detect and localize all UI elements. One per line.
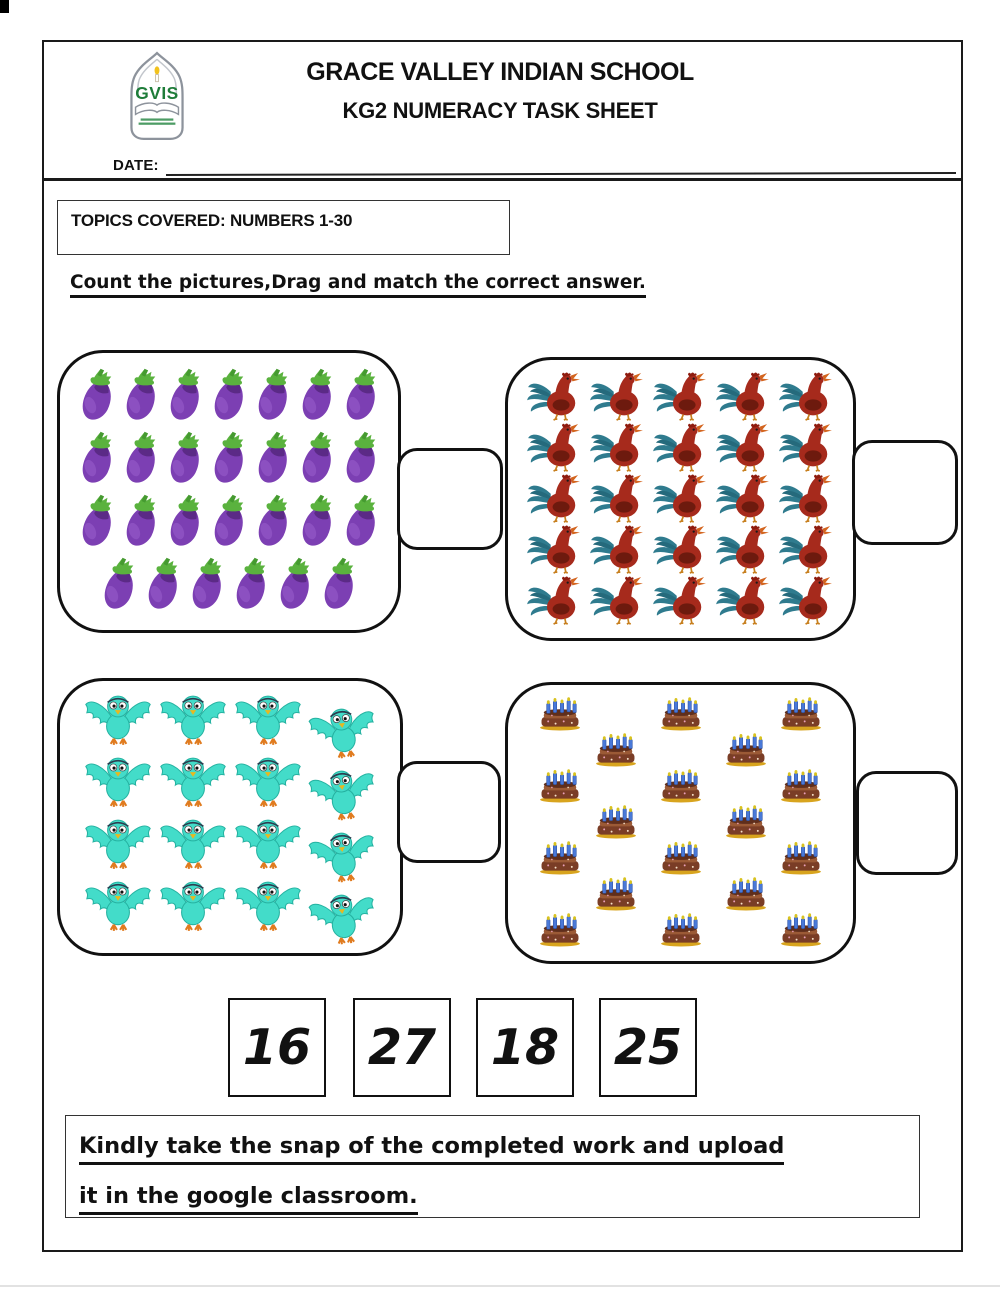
- cake-icon: [588, 733, 644, 767]
- answer-slot-birds[interactable]: [397, 761, 501, 863]
- cake-icon: [718, 877, 774, 911]
- bird-icon: [158, 755, 228, 809]
- eggplant-icon: [253, 366, 293, 427]
- cake-icon: [773, 697, 829, 731]
- rooster-row: [522, 576, 839, 627]
- eggplant-icon: [209, 492, 249, 553]
- rooster-icon: [589, 372, 646, 421]
- rooster-icon: [715, 423, 772, 472]
- bird-icon: [233, 693, 303, 747]
- cake-icon: [773, 769, 829, 803]
- rooster-icon: [778, 525, 835, 574]
- number-card-18[interactable]: [476, 998, 574, 1097]
- eggplant-row: [74, 366, 384, 429]
- eggplant-icon: [209, 429, 249, 490]
- card-number: 27: [367, 1019, 437, 1076]
- instruction-text: Count the pictures,Drag and match the correct answer.: [70, 272, 646, 293]
- rooster-icon: [652, 576, 709, 625]
- eggplant-icon: [253, 492, 293, 553]
- bird-icon: [233, 879, 303, 933]
- cake-row: [522, 841, 839, 877]
- bird-icon: [233, 755, 303, 809]
- topics-box: [57, 200, 510, 255]
- cake-row: [522, 877, 839, 913]
- answer-slot-eggplants[interactable]: [397, 448, 503, 550]
- bird-icon: [158, 693, 228, 747]
- bird-icon: [158, 817, 228, 871]
- eggplant-icon: [341, 492, 381, 553]
- picture-box-roosters: [505, 357, 856, 641]
- rooster-icon: [778, 474, 835, 523]
- logo-motto-line: [139, 123, 176, 125]
- card-number: 18: [490, 1019, 560, 1076]
- rooster-icon: [652, 525, 709, 574]
- rooster-icon: [715, 474, 772, 523]
- rooster-icon: [652, 474, 709, 523]
- rooster-icon: [778, 423, 835, 472]
- rooster-icon: [715, 576, 772, 625]
- eggplant-icon: [121, 492, 161, 553]
- eggplant-icon: [143, 555, 183, 616]
- bird-icon: [158, 879, 228, 933]
- bird-row: [74, 693, 386, 755]
- number-card-27[interactable]: [353, 998, 451, 1097]
- eggplant-icon: [209, 366, 249, 427]
- cake-row: [522, 913, 839, 949]
- cake-icon: [588, 805, 644, 839]
- logo-motto-line: [141, 118, 174, 120]
- topics-label: TOPICS COVERED: NUMBERS 1-30: [71, 211, 353, 230]
- bird-row: [74, 817, 386, 879]
- cake-icon: [653, 841, 709, 875]
- bird-icon: [83, 693, 153, 747]
- eggplant-icon: [253, 429, 293, 490]
- eggplant-icon: [341, 366, 381, 427]
- bird-icon: [83, 755, 153, 809]
- cake-icon: [653, 697, 709, 731]
- cake-icon: [588, 877, 644, 911]
- eggplant-icon: [99, 555, 139, 616]
- eggplant-icon: [297, 492, 337, 553]
- school-logo: [116, 50, 198, 144]
- rooster-icon: [526, 525, 583, 574]
- scan-artifact: [0, 0, 9, 13]
- cake-row: [522, 769, 839, 805]
- header-separator: [42, 178, 963, 181]
- card-number: 16: [242, 1019, 312, 1076]
- footer-line-1: Kindly take the snap of the completed work and upload: [79, 1126, 919, 1166]
- rooster-row: [522, 372, 839, 423]
- eggplant-grid: [74, 361, 384, 622]
- bird-icon: [233, 817, 303, 871]
- bird-row: [74, 755, 386, 817]
- eggplant-icon: [341, 429, 381, 490]
- rooster-row: [522, 423, 839, 474]
- rooster-icon: [589, 576, 646, 625]
- cake-icon: [532, 913, 588, 947]
- eggplant-icon: [165, 429, 205, 490]
- rooster-icon: [715, 525, 772, 574]
- bird-icon: [304, 826, 380, 888]
- logo-candle-flame-icon: [155, 66, 160, 74]
- eggplant-icon: [297, 366, 337, 427]
- cake-icon: [718, 805, 774, 839]
- rooster-icon: [526, 372, 583, 421]
- cake-icon: [532, 841, 588, 875]
- cake-icon: [653, 769, 709, 803]
- cake-icon: [653, 913, 709, 947]
- eggplant-icon: [77, 366, 117, 427]
- bird-icon: [83, 817, 153, 871]
- cake-icon: [773, 841, 829, 875]
- card-number: 25: [613, 1019, 683, 1076]
- rooster-icon: [526, 423, 583, 472]
- number-card-25[interactable]: [599, 998, 697, 1097]
- eggplant-icon: [319, 555, 359, 616]
- rooster-icon: [652, 372, 709, 421]
- eggplant-icon: [231, 555, 271, 616]
- eggplant-row: [74, 429, 384, 492]
- rooster-icon: [526, 474, 583, 523]
- bird-icon: [83, 879, 153, 933]
- bird-row: [74, 879, 386, 941]
- logo-candle-icon: [156, 75, 159, 82]
- eggplant-icon: [121, 366, 161, 427]
- rooster-icon: [589, 474, 646, 523]
- scan-artifact: [0, 1285, 1000, 1287]
- eggplant-icon: [121, 429, 161, 490]
- bird-icon: [304, 702, 380, 764]
- cake-icon: [773, 913, 829, 947]
- eggplant-icon: [77, 492, 117, 553]
- logo-text: GVIS: [135, 83, 179, 104]
- rooster-icon: [589, 525, 646, 574]
- eggplant-icon: [297, 429, 337, 490]
- cake-icon: [718, 733, 774, 767]
- school-name: GRACE VALLEY INDIAN SCHOOL: [306, 58, 694, 86]
- rooster-icon: [589, 423, 646, 472]
- rooster-row: [522, 474, 839, 525]
- rooster-grid: [522, 368, 839, 630]
- answer-slot-roosters[interactable]: [852, 440, 958, 545]
- eggplant-icon: [77, 429, 117, 490]
- rooster-icon: [652, 423, 709, 472]
- rooster-icon: [715, 372, 772, 421]
- eggplant-icon: [187, 555, 227, 616]
- cake-row: [522, 805, 839, 841]
- cake-icon: [532, 697, 588, 731]
- picture-box-birds: [57, 678, 403, 956]
- rooster-icon: [526, 576, 583, 625]
- bird-icon: [304, 764, 380, 826]
- picture-box-eggplants: [57, 350, 401, 633]
- eggplant-row: [74, 555, 384, 618]
- eggplant-row: [74, 492, 384, 555]
- sheet-title: KG2 NUMERACY TASK SHEET: [342, 98, 658, 123]
- rooster-row: [522, 525, 839, 576]
- eggplant-icon: [275, 555, 315, 616]
- number-card-16[interactable]: [228, 998, 326, 1097]
- bird-grid: [74, 689, 386, 945]
- eggplant-icon: [165, 492, 205, 553]
- cake-grid: [522, 693, 839, 953]
- footer-line-2: it in the google classroom.: [79, 1176, 919, 1216]
- rooster-icon: [778, 576, 835, 625]
- cake-icon: [532, 769, 588, 803]
- cake-row: [522, 697, 839, 733]
- cake-row: [522, 733, 839, 769]
- bird-icon: [304, 888, 380, 950]
- eggplant-icon: [165, 366, 205, 427]
- picture-box-cakes: [505, 682, 856, 964]
- date-label: DATE:: [113, 157, 159, 174]
- rooster-icon: [778, 372, 835, 421]
- footer-note-box: [65, 1115, 920, 1218]
- answer-slot-cakes[interactable]: [856, 771, 958, 875]
